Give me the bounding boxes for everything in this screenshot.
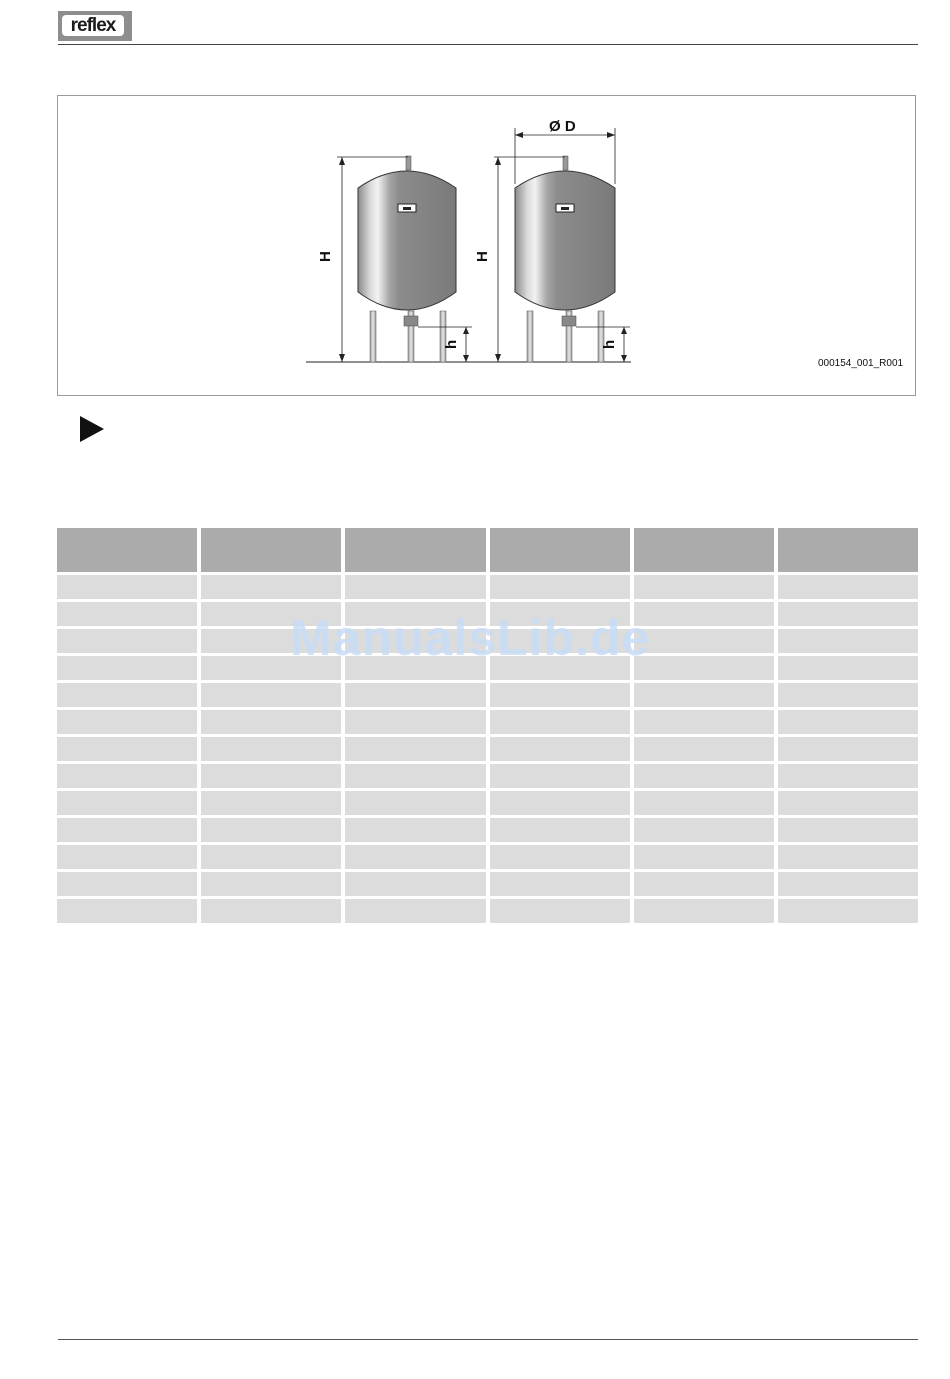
table-cell [634, 872, 774, 896]
watermark: ManualsLib.de [290, 610, 651, 666]
table-cell [201, 575, 341, 599]
table-cell [57, 899, 197, 923]
table-cell [490, 872, 630, 896]
table-cell [57, 656, 197, 680]
reflex-logo [58, 11, 132, 41]
bullet-arrow-icon [80, 416, 104, 442]
figure-code: 000154_001_R001 [818, 358, 904, 369]
table-row [57, 872, 918, 896]
table-cell [634, 845, 774, 869]
header-cell [201, 528, 341, 572]
table-cell [57, 575, 197, 599]
footer-divider [58, 1339, 918, 1340]
table-cell [57, 602, 197, 626]
height-label-left: H [317, 251, 334, 262]
table-cell [201, 683, 341, 707]
header-cell [490, 528, 630, 572]
table-cell [201, 764, 341, 788]
table-cell [778, 629, 918, 653]
header-divider [58, 44, 918, 45]
table-row [57, 845, 918, 869]
table-cell [490, 710, 630, 734]
header-cell [57, 528, 197, 572]
table-cell [778, 575, 918, 599]
table-cell [778, 818, 918, 842]
foot-height-label-left: h [443, 339, 460, 349]
table-cell [634, 629, 774, 653]
table-cell [201, 737, 341, 761]
table-cell [634, 737, 774, 761]
table-cell [490, 737, 630, 761]
dimensions-table [57, 528, 918, 926]
table-cell [345, 764, 485, 788]
table-cell [634, 791, 774, 815]
table-cell [201, 818, 341, 842]
table-cell [57, 845, 197, 869]
table-cell [57, 629, 197, 653]
table-cell [57, 683, 197, 707]
logo-text: reflex [62, 15, 124, 36]
table-cell [634, 710, 774, 734]
table-cell [634, 683, 774, 707]
table-cell [778, 899, 918, 923]
vessel-right [515, 156, 615, 362]
table-row [57, 575, 918, 599]
table-cell [778, 791, 918, 815]
table-cell [345, 872, 485, 896]
table-cell [778, 764, 918, 788]
table-cell [634, 575, 774, 599]
height-label-right: H [474, 251, 491, 262]
table-cell [345, 899, 485, 923]
table-cell [57, 710, 197, 734]
table-cell [778, 845, 918, 869]
table-cell [634, 602, 774, 626]
table-cell [634, 899, 774, 923]
table-cell [778, 602, 918, 626]
table-cell [490, 764, 630, 788]
table-row [57, 899, 918, 923]
foot-height-label-right: h [601, 339, 618, 349]
table-cell [345, 845, 485, 869]
table-cell [201, 899, 341, 923]
diameter-label: Ø D [549, 118, 576, 135]
table-cell [201, 791, 341, 815]
header-cell [345, 528, 485, 572]
table-cell [201, 845, 341, 869]
table-cell [490, 845, 630, 869]
table-cell [490, 899, 630, 923]
table-cell [57, 818, 197, 842]
table-cell [57, 764, 197, 788]
table-cell [778, 737, 918, 761]
table-row [57, 818, 918, 842]
table-cell [778, 683, 918, 707]
table-cell [345, 791, 485, 815]
vessel-left [358, 156, 456, 362]
table-cell [345, 818, 485, 842]
table-cell [490, 575, 630, 599]
table-cell [201, 872, 341, 896]
table-row [57, 710, 918, 734]
table-cell [345, 683, 485, 707]
table-cell [490, 818, 630, 842]
table-cell [778, 656, 918, 680]
table-header [57, 528, 918, 572]
table-cell [490, 791, 630, 815]
table-row [57, 791, 918, 815]
table-cell [345, 737, 485, 761]
table-cell [345, 710, 485, 734]
table-cell [57, 872, 197, 896]
table-row [57, 764, 918, 788]
header-cell [634, 528, 774, 572]
table-cell [201, 710, 341, 734]
table-cell [778, 710, 918, 734]
vessel-dimension-figure [57, 95, 916, 396]
table-cell [634, 656, 774, 680]
table-cell [634, 818, 774, 842]
table-row [57, 737, 918, 761]
table-cell [778, 872, 918, 896]
table-cell [634, 764, 774, 788]
table-cell [345, 575, 485, 599]
table-cell [490, 683, 630, 707]
table-cell [57, 791, 197, 815]
vessel-drawing [58, 96, 917, 397]
table-row [57, 683, 918, 707]
table-cell [57, 737, 197, 761]
header-cell [778, 528, 918, 572]
